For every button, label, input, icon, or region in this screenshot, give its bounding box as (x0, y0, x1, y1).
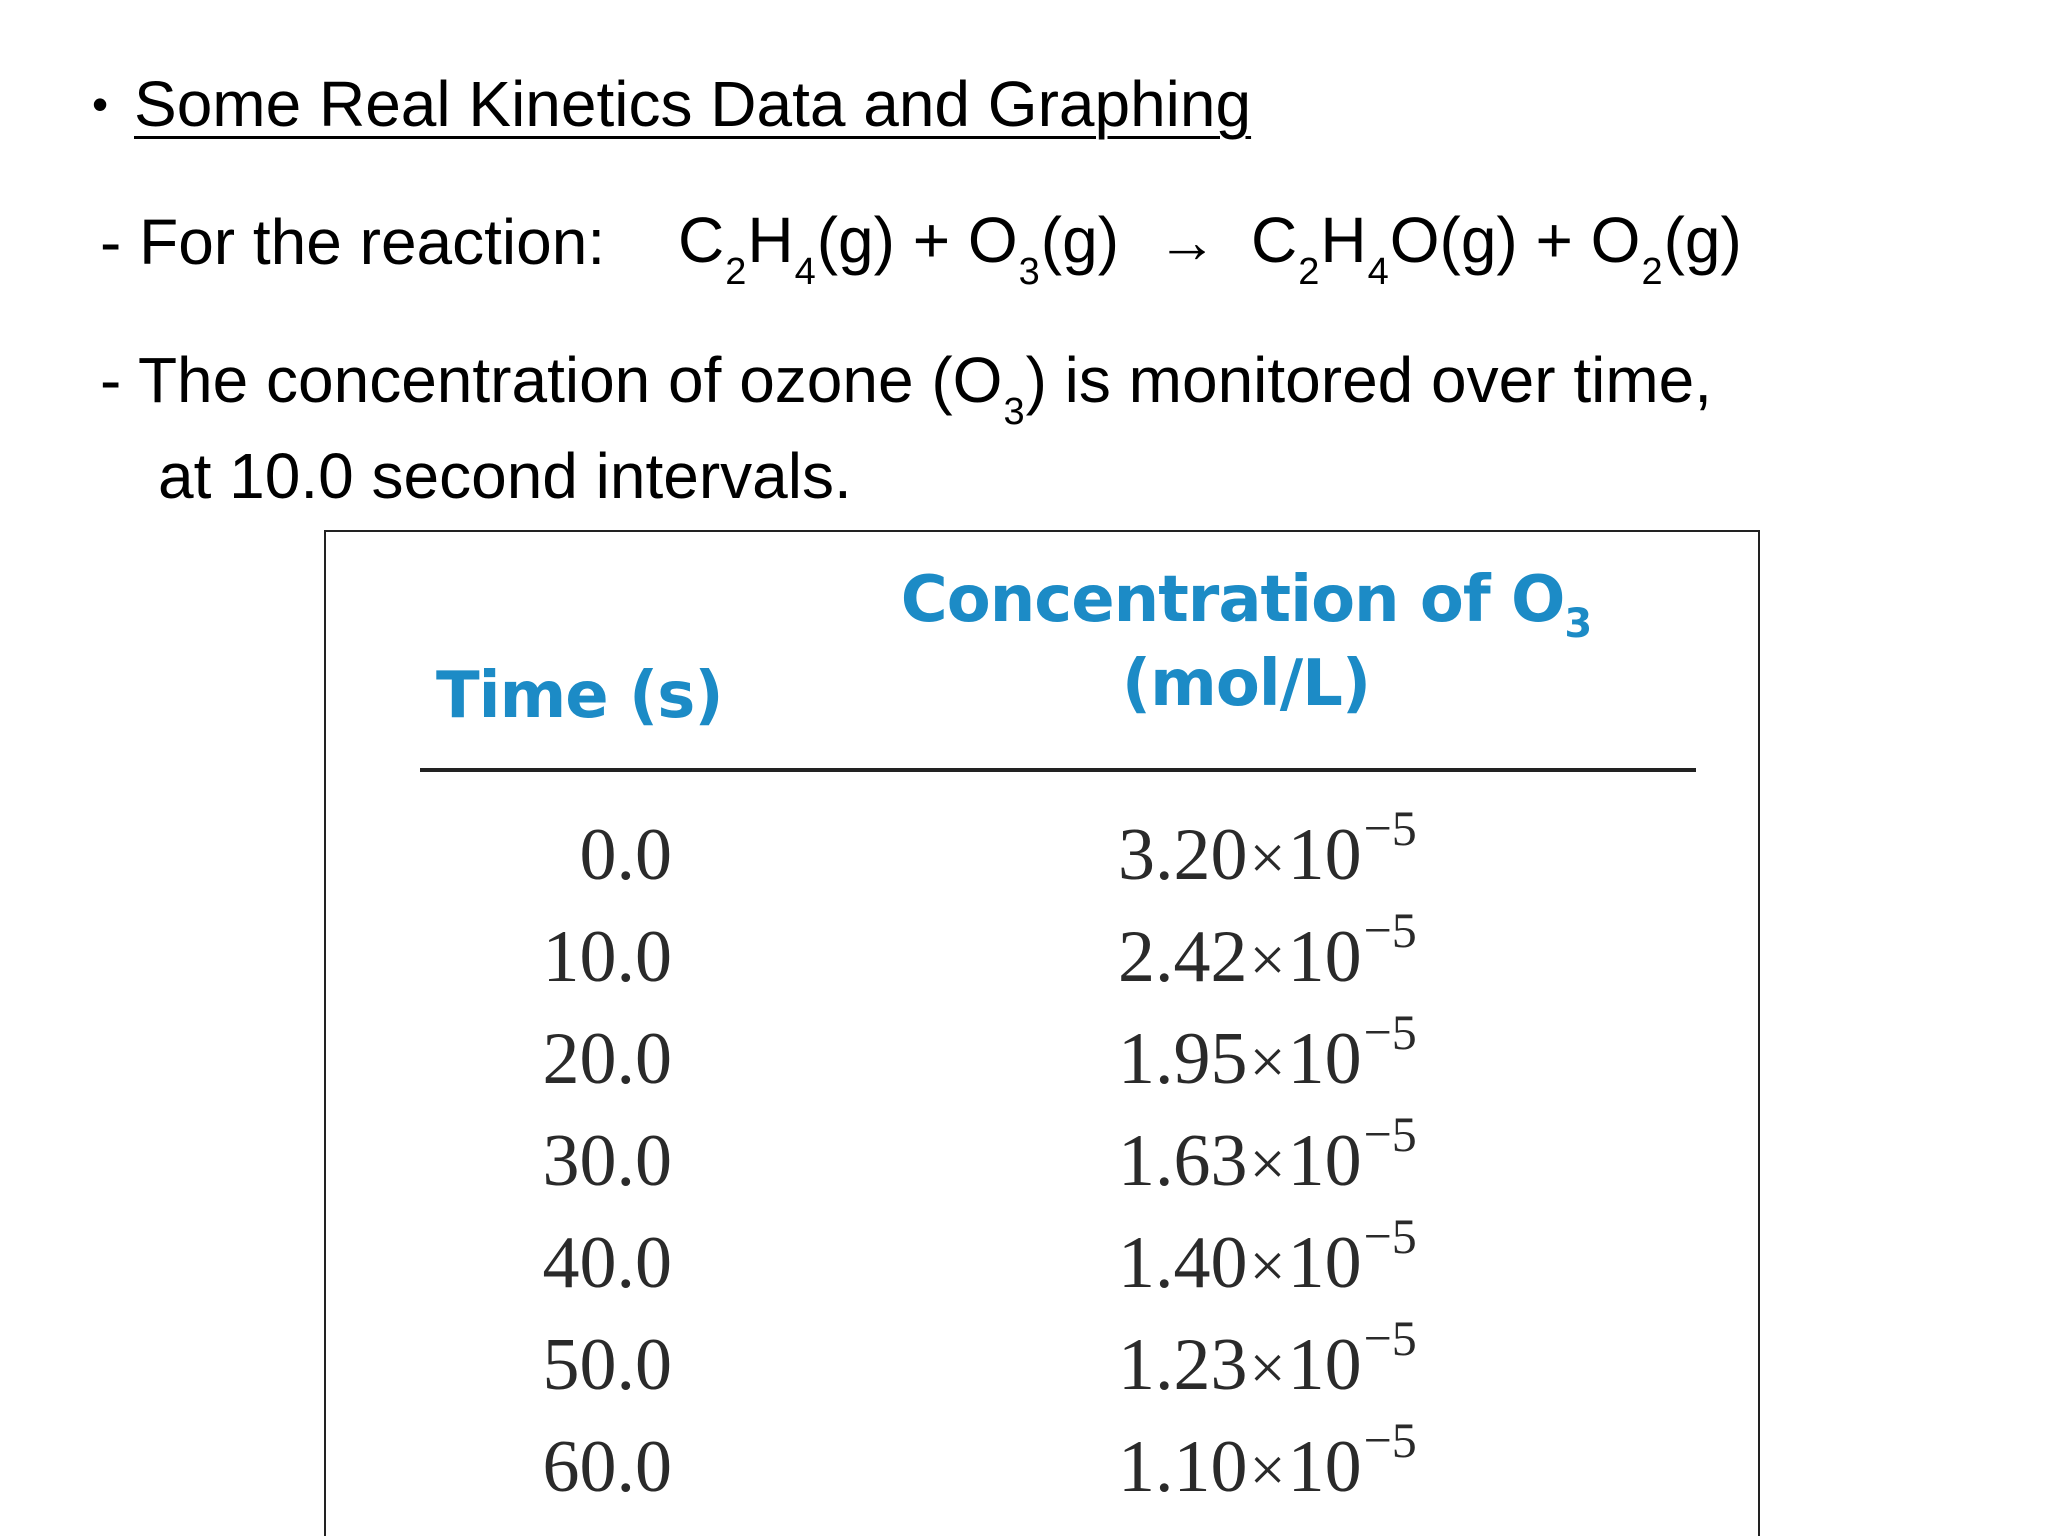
time-cell: 10.0 (542, 916, 672, 998)
header-conc-line2: (mol/L) (1121, 647, 1371, 721)
eq-p1-sub2: 4 (1367, 251, 1389, 293)
concentration-cell (1118, 1412, 1417, 1518)
header-conc-text: Concentration of O (900, 563, 1565, 637)
header-conc-sub: 3 (1564, 601, 1592, 647)
conc-exponent: −5 (1363, 1310, 1417, 1366)
data-table (324, 530, 1760, 1536)
eq-p1: C (1251, 204, 1298, 276)
conc-exponent: −5 (1363, 1208, 1417, 1264)
header-concentration (846, 558, 1646, 726)
monitor-text-b: ) is monitored over time, (1025, 344, 1713, 416)
conc-mantissa: 2.42 (1118, 916, 1248, 998)
conc-base: 10 (1287, 1324, 1362, 1406)
monitor-text-line2: at 10.0 second intervals. (158, 440, 852, 512)
conc-mantissa: 1.40 (1118, 1222, 1248, 1304)
eq-p1b: H (1320, 204, 1367, 276)
time-cell: 60.0 (542, 1426, 672, 1508)
conc-mantissa: 1.95 (1118, 1018, 1248, 1100)
monitor-sub: 3 (1003, 391, 1025, 433)
eq-r1-sub3: 3 (1018, 251, 1040, 293)
eq-p1c: O(g) + O (1389, 204, 1641, 276)
time-cell: 20.0 (542, 1018, 672, 1100)
eq-p1d: (g) (1663, 204, 1742, 276)
slide-title (92, 60, 1251, 148)
eq-p1-sub3: 2 (1641, 251, 1663, 293)
conc-exponent: −5 (1363, 1004, 1417, 1060)
header-rule (420, 768, 1696, 772)
conc-base: 10 (1287, 1426, 1362, 1508)
reaction-label: - For the reaction: (100, 206, 606, 278)
concentration-cell (1118, 1106, 1417, 1212)
times-sign: × (1249, 1230, 1286, 1301)
conc-base: 10 (1287, 1018, 1362, 1100)
times-sign: × (1249, 1434, 1286, 1505)
eq-r1b: H (747, 204, 794, 276)
eq-r1d: (g) (1040, 204, 1120, 276)
conc-exponent: −5 (1363, 800, 1417, 856)
conc-mantissa: 1.63 (1118, 1120, 1248, 1202)
monitor-text-a: - The concentration of ozone (O (100, 344, 1003, 416)
header-time: Time (s) (436, 659, 723, 733)
times-sign: × (1249, 924, 1286, 995)
times-sign: × (1249, 1026, 1286, 1097)
concentration-cell (1118, 902, 1417, 1008)
eq-r1-sub2: 4 (794, 251, 816, 293)
conc-mantissa: 1.23 (1118, 1324, 1248, 1406)
concentration-cell (1118, 800, 1417, 906)
reaction-arrow-icon: → (1157, 208, 1218, 275)
concentration-cell (1118, 1310, 1417, 1416)
monitor-text-line1 (100, 336, 1713, 433)
conc-exponent: −5 (1363, 902, 1417, 958)
eq-r1: C (678, 204, 725, 276)
title-text: Some Real Kinetics Data and Graphing (134, 68, 1252, 140)
time-cell: 40.0 (542, 1222, 672, 1304)
concentration-cell (1118, 1208, 1417, 1314)
conc-base: 10 (1287, 1222, 1362, 1304)
header-conc-line1 (900, 563, 1592, 647)
eq-p1-sub1: 2 (1298, 251, 1320, 293)
eq-r1-sub1: 2 (725, 251, 747, 293)
conc-base: 10 (1287, 1120, 1362, 1202)
time-cell: 30.0 (542, 1120, 672, 1202)
conc-exponent: −5 (1363, 1412, 1417, 1468)
time-column (416, 804, 672, 1518)
concentration-cell (1118, 1004, 1417, 1110)
times-sign: × (1249, 822, 1286, 893)
times-sign: × (1249, 1128, 1286, 1199)
conc-mantissa: 1.10 (1118, 1426, 1248, 1508)
eq-r1c: (g) + O (816, 204, 1018, 276)
conc-base: 10 (1287, 814, 1362, 896)
concentration-column (1118, 800, 1417, 1518)
time-cell: 0.0 (579, 814, 672, 896)
time-cell: 50.0 (542, 1324, 672, 1406)
conc-base: 10 (1287, 916, 1362, 998)
conc-exponent: −5 (1363, 1106, 1417, 1162)
bullet-icon: • (92, 78, 109, 130)
conc-mantissa: 3.20 (1118, 814, 1248, 896)
reaction-equation (678, 196, 1742, 293)
times-sign: × (1249, 1332, 1286, 1403)
